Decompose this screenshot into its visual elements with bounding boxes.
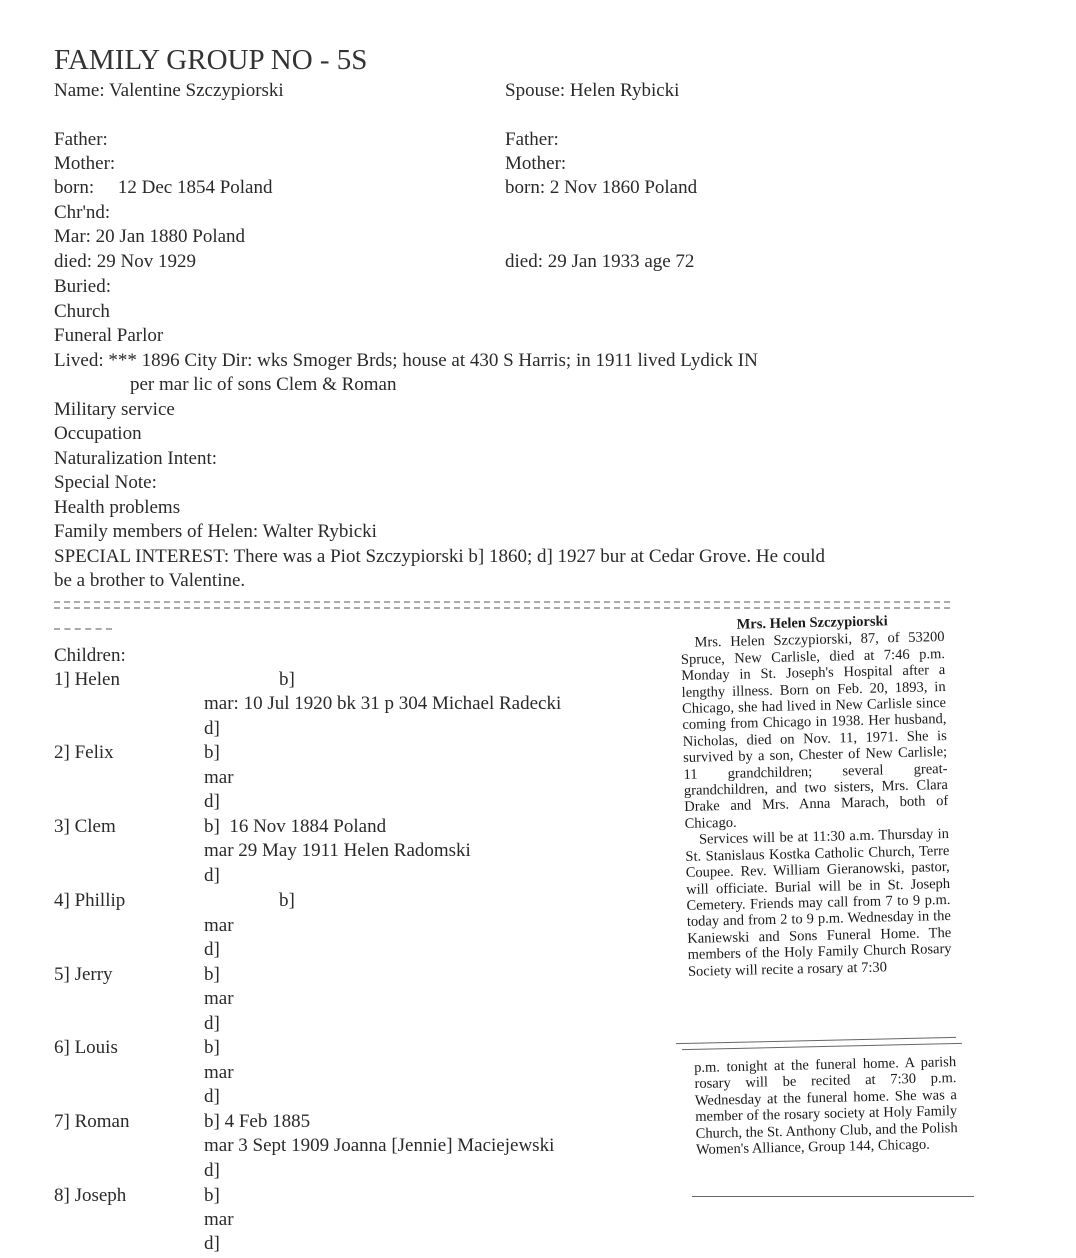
obituary-paragraph-3: p.m. tonight at the funeral home. A parish rosary will be recited at 7:30 p.m. Wednesday at the funeral home. She was a member of the rosary society at Holy Family Church, the St. Anthony Club, and the Polish Women's Alliance, Group 144, Chicago. xyxy=(694,1054,958,1159)
spouse-father: Father: xyxy=(505,129,559,150)
field-family-members: Family members of Helen: Walter Rybicki xyxy=(54,521,377,542)
field-born: born: 12 Dec 1854 Poland xyxy=(54,177,273,198)
child-2-died: d] xyxy=(204,791,220,812)
field-father: Father: xyxy=(54,129,108,150)
clipping-rule-3 xyxy=(692,1196,974,1197)
field-military: Military service xyxy=(54,399,175,420)
child-5-name: 5] Jerry xyxy=(54,964,113,985)
child-2-married: mar xyxy=(204,767,234,788)
child-8-married: mar xyxy=(204,1209,234,1230)
children-label: Children: xyxy=(54,645,126,666)
field-special-note: Special Note: xyxy=(54,472,157,493)
field-lived-cont: per mar lic of sons Clem & Roman xyxy=(130,374,397,395)
field-church: Church xyxy=(54,301,110,322)
field-health: Health problems xyxy=(54,497,181,518)
spouse-born: born: 2 Nov 1860 Poland xyxy=(505,177,698,198)
divider-short xyxy=(54,628,112,630)
child-6-died: d] xyxy=(204,1086,220,1107)
child-5-born: b] xyxy=(204,964,220,985)
child-1-born: b] xyxy=(279,669,295,690)
name-line: Name: Valentine Szczypiorski xyxy=(54,80,284,101)
obituary-clipping-bottom xyxy=(694,1054,958,1158)
field-christened: Chr'nd: xyxy=(54,202,111,223)
field-naturalization: Naturalization Intent: xyxy=(54,448,218,469)
child-3-name: 3] Clem xyxy=(54,816,116,837)
child-7-married: mar 3 Sept 1909 Joanna [Jennie] Maciejewski xyxy=(204,1135,555,1156)
field-special-interest: SPECIAL INTEREST: There was a Piot Szczypiorski b] 1860; d] 1927 bur at Cedar Grove. He could xyxy=(54,546,826,567)
divider-top xyxy=(54,601,950,603)
spouse-line: Spouse: Helen Rybicki xyxy=(505,80,680,101)
divider-bottom xyxy=(54,607,950,609)
child-1-name: 1] Helen xyxy=(54,669,120,690)
obituary-headline: Mrs. Helen Szczypiorski xyxy=(736,613,888,633)
child-6-name: 6] Louis xyxy=(54,1037,118,1058)
child-5-married: mar xyxy=(204,988,234,1009)
field-funeral-parlor: Funeral Parlor xyxy=(54,325,164,346)
child-7-died: d] xyxy=(204,1160,220,1181)
child-1-married: mar: 10 Jul 1920 bk 31 p 304 Michael Radecki xyxy=(204,693,562,714)
child-4-name: 4] Phillip xyxy=(54,890,126,911)
child-6-married: mar xyxy=(204,1062,234,1083)
child-3-died: d] xyxy=(204,865,220,886)
clipping-rule-2 xyxy=(682,1043,962,1050)
child-8-born: b] xyxy=(204,1185,220,1206)
field-occupation: Occupation xyxy=(54,423,142,444)
child-3-born: b] 16 Nov 1884 Poland xyxy=(204,816,387,837)
spouse-mother: Mother: xyxy=(505,153,567,174)
page-title: FAMILY GROUP NO - 5S xyxy=(54,44,368,76)
child-6-born: b] xyxy=(204,1037,220,1058)
child-8-name: 8] Joseph xyxy=(54,1185,127,1206)
child-2-born: b] xyxy=(204,742,220,763)
field-mother: Mother: xyxy=(54,153,116,174)
child-7-name: 7] Roman xyxy=(54,1111,130,1132)
child-3-married: mar 29 May 1911 Helen Radomski xyxy=(204,840,471,861)
child-7-born: b] 4 Feb 1885 xyxy=(204,1111,311,1132)
field-buried: Buried: xyxy=(54,276,111,297)
field-died: died: 29 Nov 1929 xyxy=(54,251,196,272)
child-4-born: b] xyxy=(279,890,295,911)
field-married: Mar: 20 Jan 1880 Poland xyxy=(54,226,246,247)
obituary-paragraph-1: Mrs. Helen Szczypiorski, 87, of 53200 Spruce, New Carlisle, died at 7:46 p.m. Monday in St. Joseph's Hospital after a lengthy illness. Born on Feb. 20, 1893, in Chicago, she had lived in New Carlisle since coming from Chicago in 1938. Her husband, Nicholas, died on Nov. 11, 1971. She is survived by a son, Chester of New Carlisle; 11 grandchildren; several great-grandchildren, and two sisters, Mrs. Clara Drake and Mrs. Anna Marach, both of Chicago. xyxy=(680,629,949,832)
child-8-died: d] xyxy=(204,1233,220,1254)
obituary-clipping-top xyxy=(680,612,952,980)
obituary-paragraph-2: Services will be at 11:30 a.m. Thursday in St. Stanislaus Kostka Catholic Church, Terre Coupee. Rev. William Gieranowski, pastor, will officiate. Burial will be in St. Joseph Cemetery. Friends may call from 7 to 9 p.m. today and from 2 to 9 p.m. Wednesday in the Kaniewski and Sons Funeral Home. The members of the Holy Family Church Rosary Society will recite a rosary at 7:30 xyxy=(685,826,952,980)
field-special-interest-cont: be a brother to Valentine. xyxy=(54,570,246,591)
spouse-died: died: 29 Jan 1933 age 72 xyxy=(505,251,695,272)
field-lived: Lived: *** 1896 City Dir: wks Smoger Brds; house at 430 S Harris; in 1911 lived Lydick IN xyxy=(54,350,758,371)
child-1-died: d] xyxy=(204,718,220,739)
child-4-died: d] xyxy=(204,939,220,960)
child-2-name: 2] Felix xyxy=(54,742,114,763)
child-5-died: d] xyxy=(204,1013,220,1034)
child-4-married: mar xyxy=(204,915,234,936)
